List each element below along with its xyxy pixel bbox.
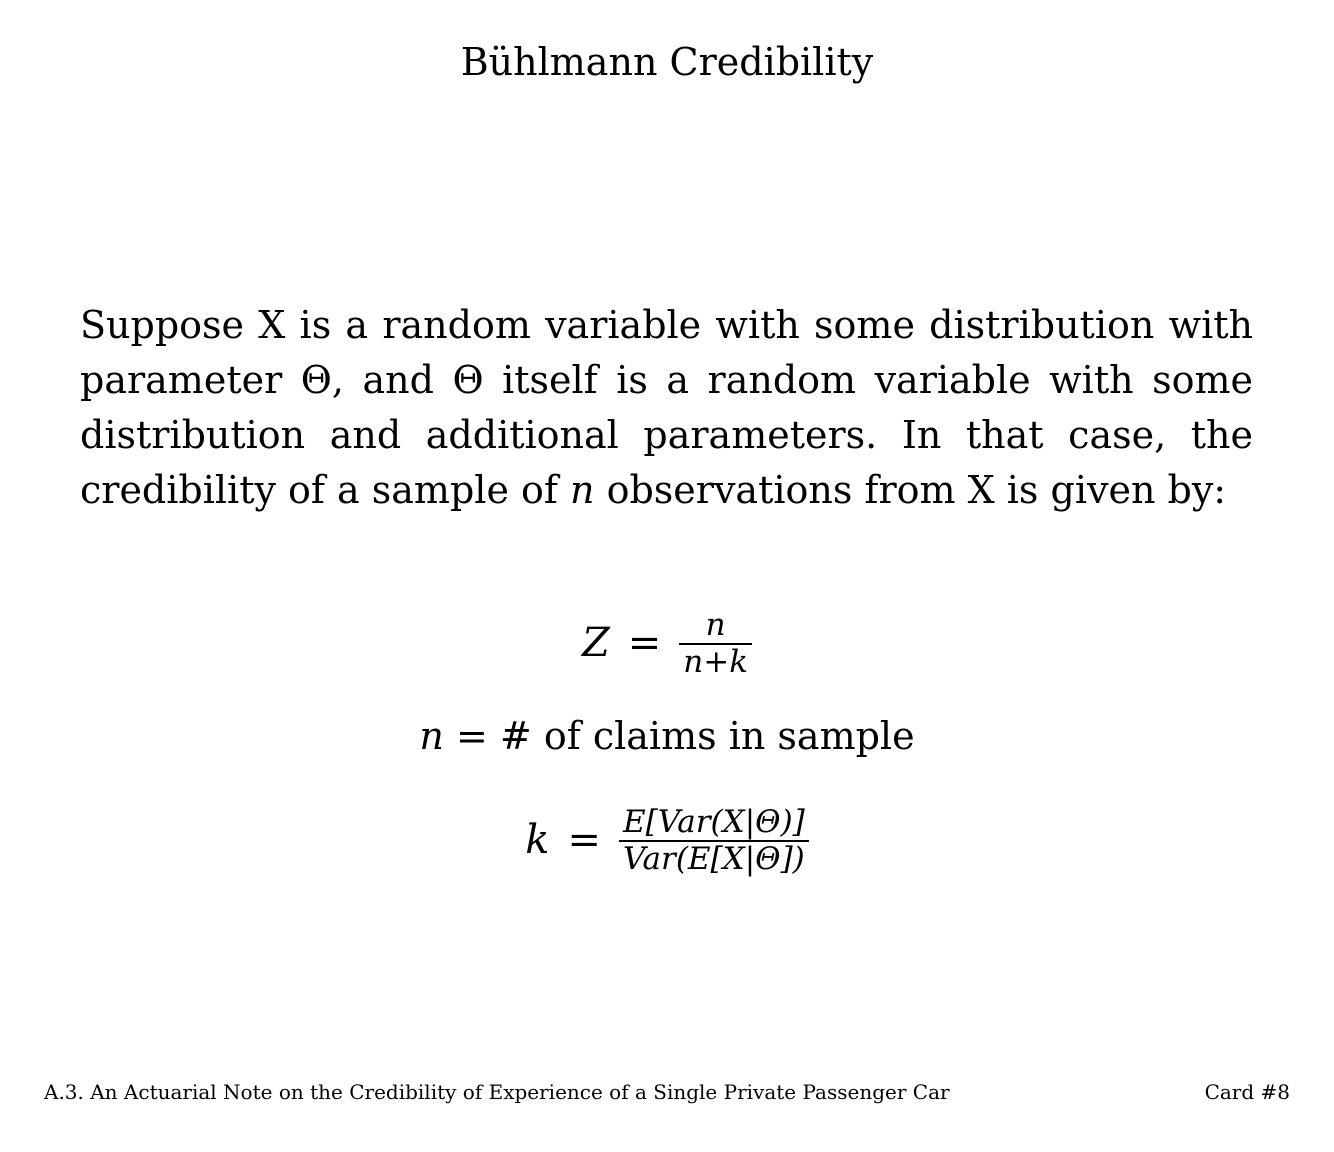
footer-source: A.3. An Actuarial Note on the Credibility of Experience of a Single Private Passenger Car bbox=[44, 1080, 950, 1104]
body-line-1: Suppose X is a random variable with some distribution with bbox=[80, 303, 1253, 347]
formula-z-fraction bbox=[679, 606, 752, 680]
body-line-4-end: observations from X is given by: bbox=[594, 468, 1227, 512]
body-line-2: parameter Θ, and Θ itself is a random variable with some bbox=[80, 358, 1253, 402]
formula-z-denominator: n+k bbox=[679, 643, 752, 678]
variable-n: n bbox=[570, 468, 595, 512]
n-definition-text: = # of claims in sample bbox=[443, 714, 915, 758]
page-title: Bühlmann Credibility bbox=[460, 40, 874, 84]
formula-k-equals: = bbox=[567, 817, 601, 863]
k-formula bbox=[0, 800, 1334, 880]
formula-z-lhs: Z bbox=[581, 620, 610, 666]
formula-k-numerator: E[Var(X|Θ)] bbox=[622, 803, 805, 840]
credibility-formula bbox=[0, 608, 1334, 678]
formula-k-fraction bbox=[619, 803, 809, 877]
n-definition-var: n bbox=[419, 714, 444, 758]
footer-card-number: Card #8 bbox=[1204, 1080, 1290, 1104]
body-line-3: distribution and additional parameters. In that case, the bbox=[80, 413, 1253, 457]
body-paragraph bbox=[80, 298, 1253, 518]
formula-z-numerator: n bbox=[705, 606, 726, 643]
formula-k-lhs: k bbox=[525, 817, 550, 863]
formula-z-equals: = bbox=[627, 620, 662, 666]
n-definition bbox=[0, 708, 1334, 764]
body-line-4 bbox=[80, 463, 1253, 518]
body-line-4-start: credibility of a sample of bbox=[80, 468, 571, 512]
formula-k-denominator: Var(E[X|Θ]) bbox=[619, 840, 809, 875]
